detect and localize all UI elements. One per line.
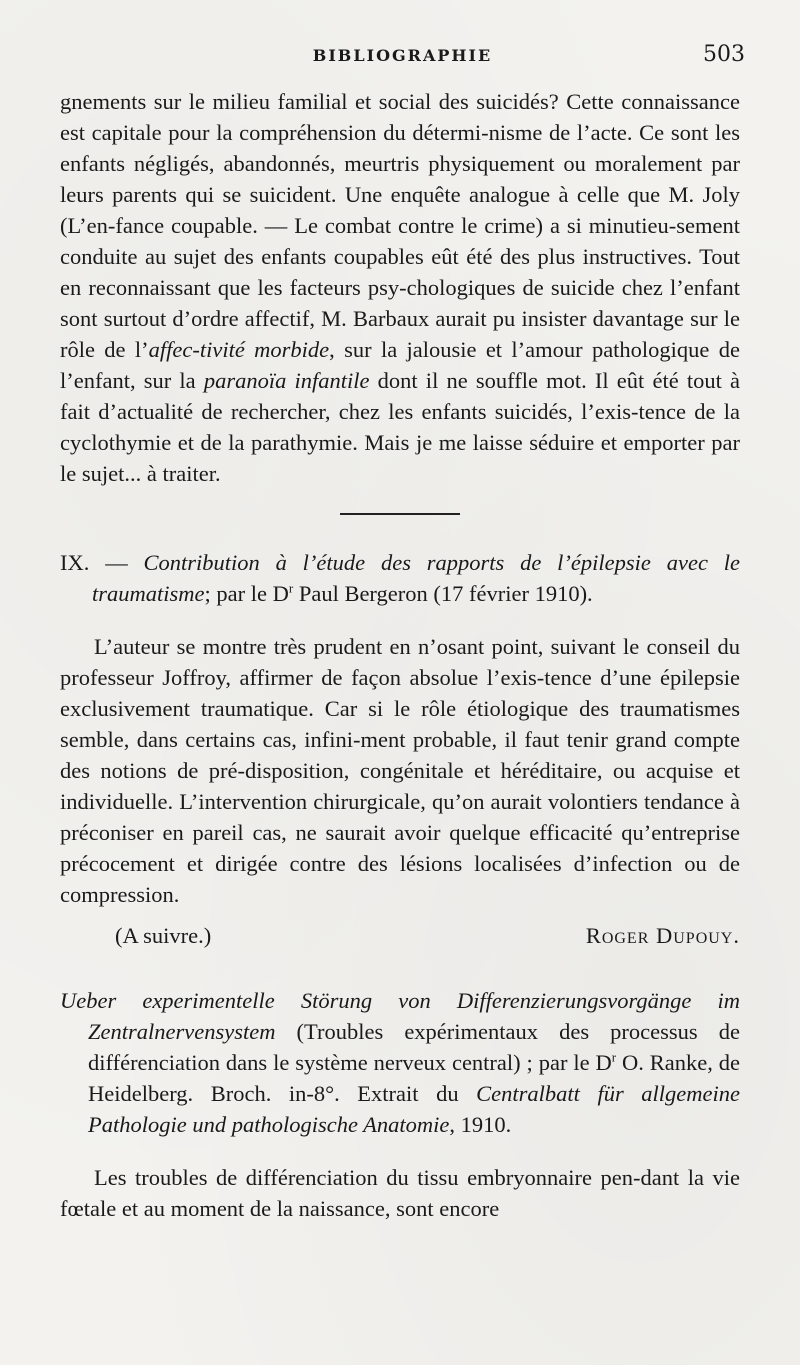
to-be-continued: (A suivre.) — [115, 923, 212, 948]
running-head: BIBLIOGRAPHIE — [312, 46, 493, 65]
continued-paragraph — [60, 86, 740, 489]
entry-body: L’auteur se montre très prudent en n’osant point, suivant le conseil du professeur Joffroy, affirmer de façon absolue l’exis-tence d’une épilepsie exclusivement traumatique. Car si le rôle étiologique des traumatismes semble, dans certains cas, infini-ment probable, il faut tenir grand compte des notions de pré-disposition, congénitale et héréditaire, ou acquise et individuelle. L’intervention chirurgicale, qu’on aurait volontiers tendance à préconiser en pareil cas, ne saurait avoir quelque efficacité qu’entreprise précocement et dirigée contre des lésions localisées d’infection ou de compression. — [60, 634, 740, 907]
italic-phrase: affec-tivité morbide — [148, 337, 330, 362]
signature-line — [60, 920, 740, 951]
paragraph-text: gnements sur le milieu familial et social des suicidés? Cette connaissance est capitale pour la compréhension du détermi-nisme de l’acte. Ce sont les enfants négligés, abandonnés, meurtris physiquement ou moralement par leurs parents qui se suicident. Une enquête analogue à celle que M. Joly (L’en-fance coupable. — Le combat contre le crime) a si minutieu-sement conduite au sujet des enfants coupables eût été des plus instructives. Tout en reconnaissant que les facteurs psy-chologiques de suicide chez l’enfant sont surtout d’ordre affectif, M. Barbaux aurait pu insister davantage sur le rôle de l’ — [60, 89, 740, 362]
page-number: 503 — [703, 42, 745, 67]
review-title-italic: Ueber experimentelle Störung von Differenzierungsvorgänge im Zentralnervensystem — [60, 988, 740, 1044]
review-title-text: (Troubles expérimentaux des processus de différenciation dans le système nerveux central) ; par le D — [88, 1019, 740, 1075]
superscript: r — [288, 580, 294, 596]
body-text — [60, 86, 740, 1224]
page-header — [60, 40, 745, 74]
review-title-text: O. Ranke, de Heidelberg. Broch. in-8°. Extrait du — [88, 1050, 740, 1106]
entry-title-author: ; par le D — [204, 581, 289, 606]
review-title-text: , 1910. — [449, 1112, 512, 1137]
review-body: Les troubles de différenciation du tissu embryonnaire pen-dant la vie fœtale et au moment de la naissance, sont encore — [60, 1165, 740, 1221]
review-title — [60, 985, 740, 1140]
section-separator — [340, 513, 460, 515]
entry-title — [60, 547, 740, 609]
paragraph-text: , sur la jalousie et l’amour pathologique de l’enfant, sur la — [60, 337, 740, 393]
entry-title-author: Paul Bergeron (17 février 1910). — [293, 581, 593, 606]
journal-title-italic: Centralbatt für allgemeine Pathologie und pathologische Anatomie — [88, 1081, 740, 1137]
author-name: Roger Dupouy. — [585, 923, 740, 948]
entry-title-italic: Contribution à l’étude des rapports de l’épilepsie avec le traumatisme — [92, 550, 740, 606]
paragraph-text: dont il ne souffle mot. Il eût été tout à fait d’actualité de rechercher, chez les enfants suicidés, l’exis-tence de la cyclothymie et de la parathymie. Mais je me laisse séduire et emporter par le sujet... à traiter. — [60, 368, 740, 486]
entry-number: IX. — — [60, 550, 144, 575]
superscript: r — [611, 1049, 617, 1065]
italic-phrase: paranoïa infantile — [203, 368, 370, 393]
